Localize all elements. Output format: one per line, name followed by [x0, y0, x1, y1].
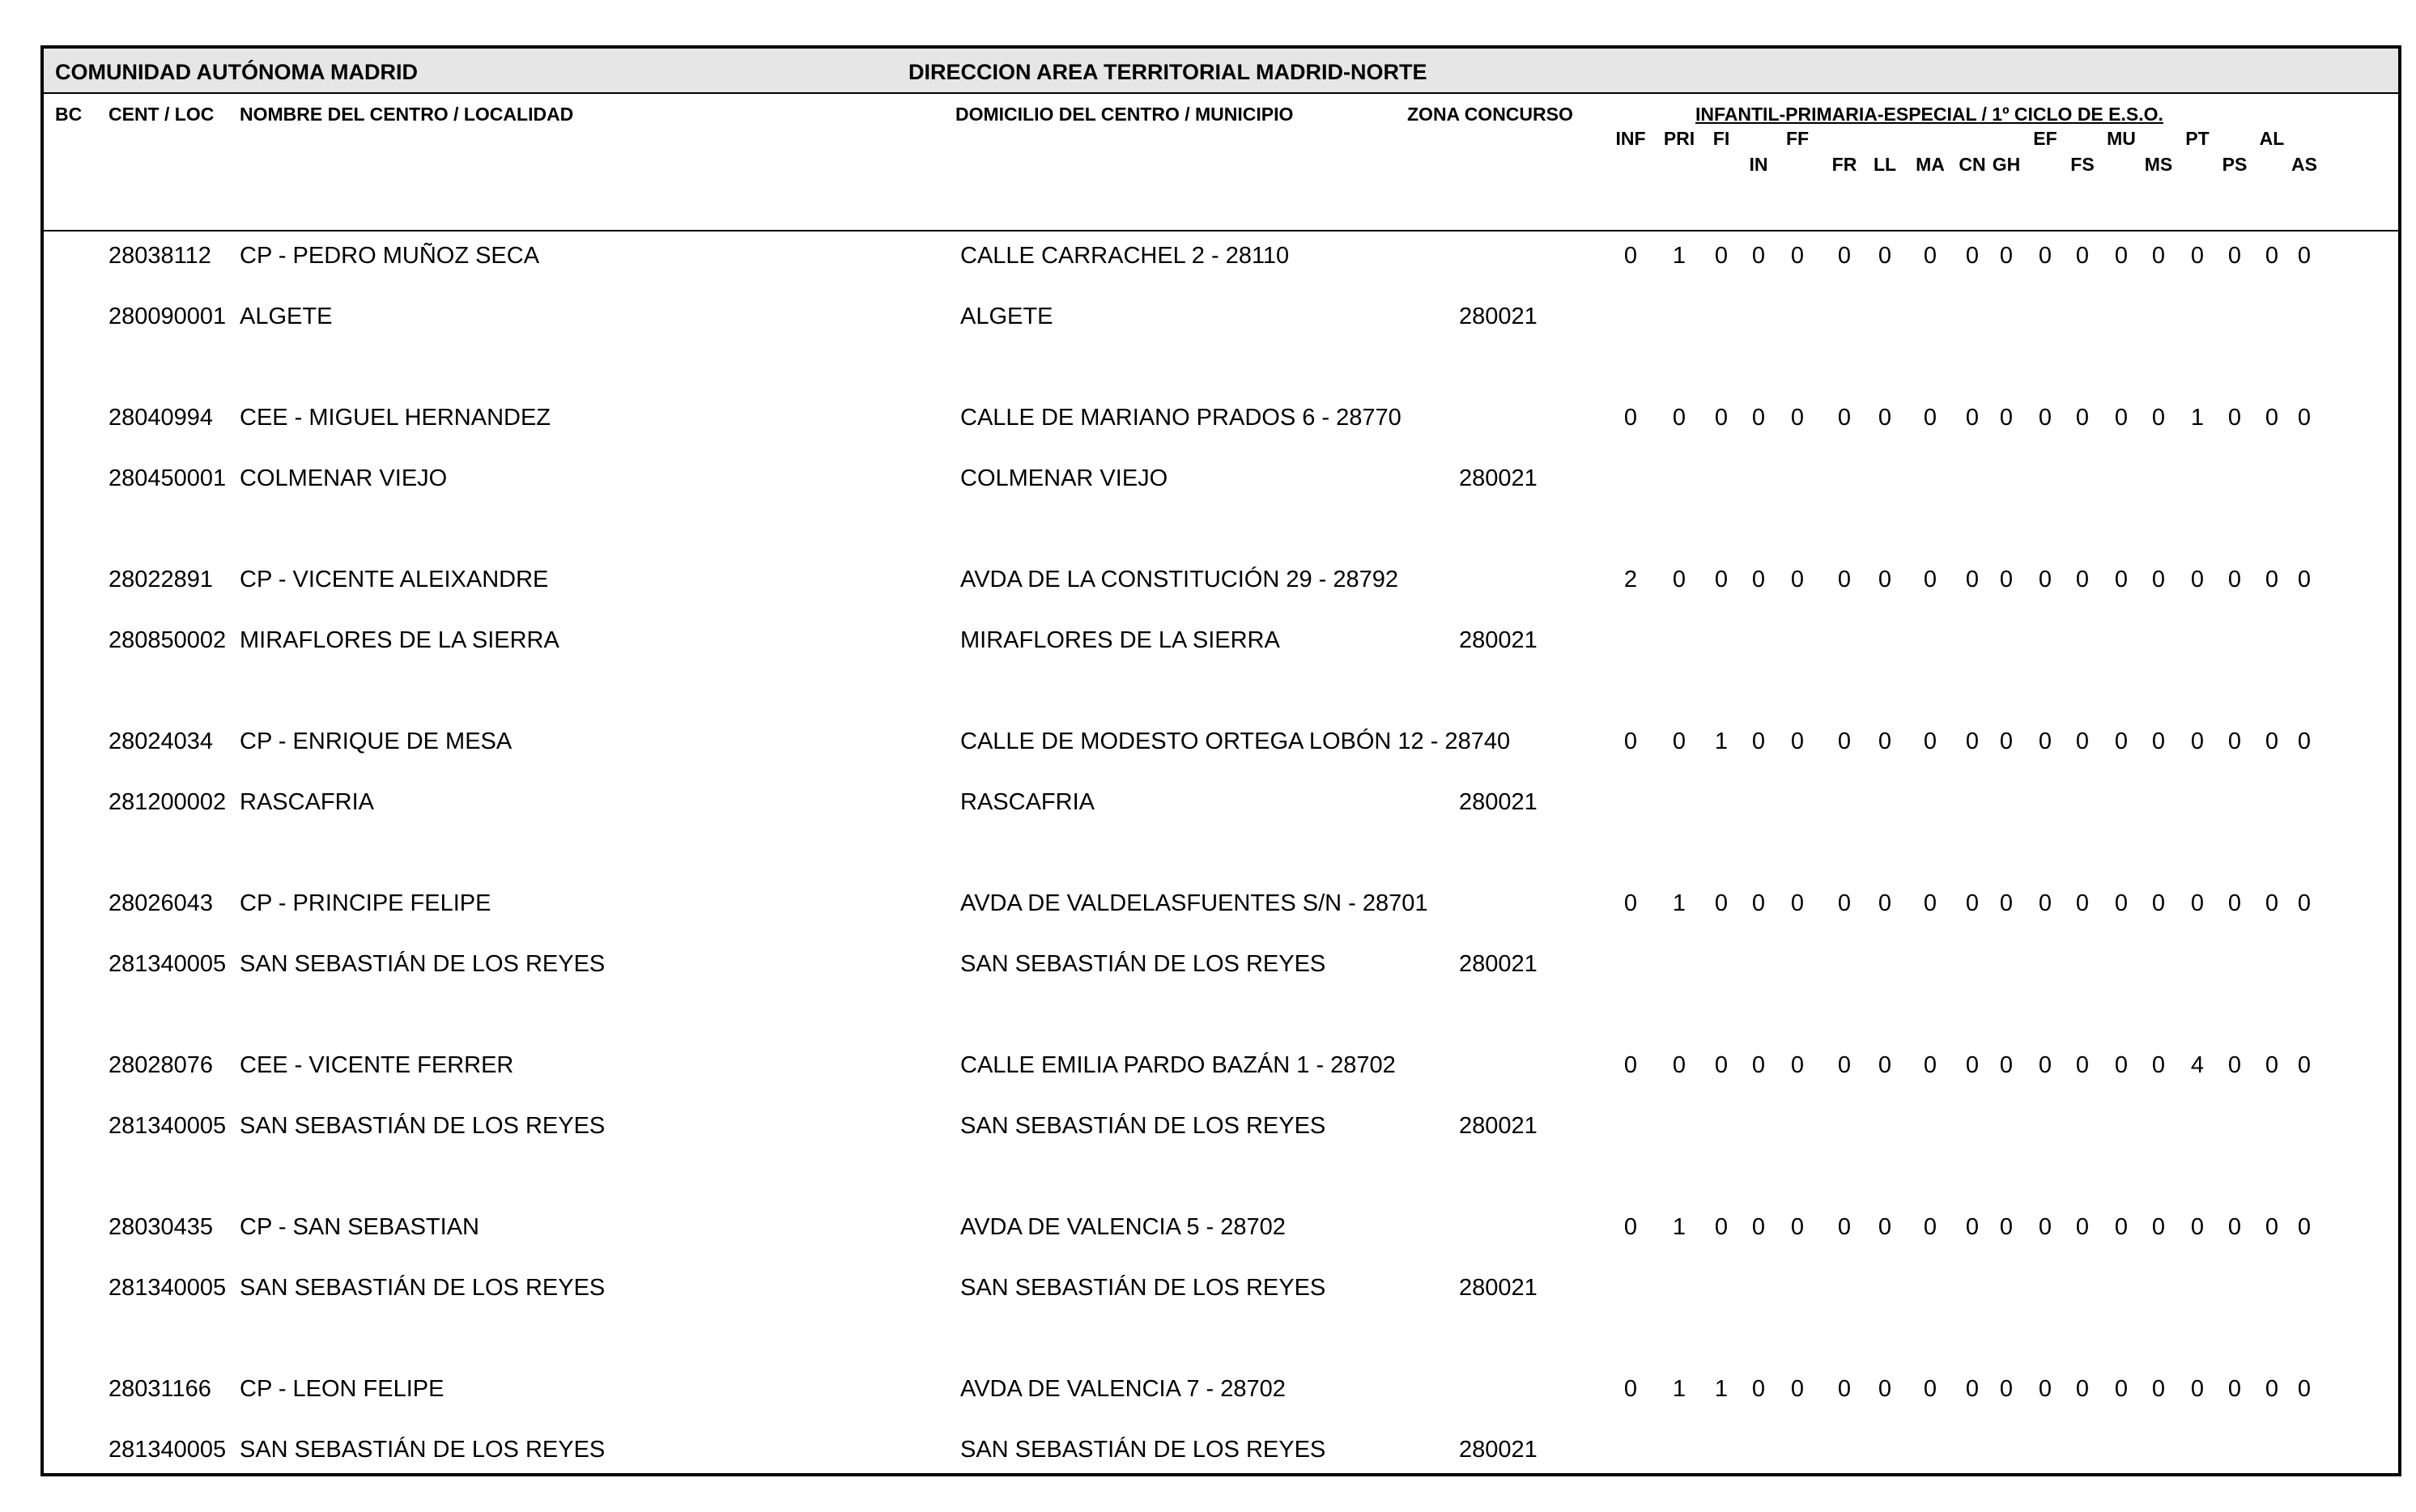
- centre-address: CALLE EMILIA PARDO BAZÁN 1 - 28702: [960, 1052, 1396, 1078]
- specialty-value: 1: [1672, 1376, 1687, 1402]
- specialty-value: 0: [1623, 1214, 1638, 1240]
- centre-code: 28024034: [108, 728, 214, 754]
- specialty-value: 0: [2297, 890, 2312, 916]
- specialty-value: 1: [1714, 1376, 1729, 1402]
- report-header: [44, 49, 2398, 94]
- centre-code: 28026043: [108, 890, 214, 916]
- specialty-value: 1: [1672, 243, 1687, 269]
- specialty-value: 0: [1999, 1376, 2014, 1402]
- specialty-value: 0: [1672, 405, 1687, 431]
- specialty-value: 0: [1790, 1376, 1805, 1402]
- specialty-value: 0: [2151, 567, 2166, 592]
- specialty-value: 0: [1623, 1376, 1638, 1402]
- col-pri: PRI: [1663, 128, 1695, 149]
- specialty-value: 0: [1999, 1214, 2014, 1240]
- specialty-value: 0: [2265, 1052, 2279, 1078]
- centre-name: CP - LEON FELIPE: [240, 1376, 444, 1402]
- specialty-value: 0: [2075, 567, 2090, 592]
- locality-name: COLMENAR VIEJO: [240, 465, 448, 491]
- specialty-value: 0: [2114, 243, 2129, 269]
- specialty-value: 0: [1790, 728, 1805, 754]
- specialty-value: 0: [2038, 728, 2052, 754]
- specialty-value: 0: [1965, 405, 1980, 431]
- col-ll: LL: [1873, 154, 1897, 175]
- specialty-value: 0: [1837, 1214, 1852, 1240]
- specialty-value: 0: [2151, 405, 2166, 431]
- specialty-value: 0: [1837, 405, 1852, 431]
- specialty-value: 0: [1837, 567, 1852, 592]
- specialty-value: 0: [2151, 728, 2166, 754]
- specialty-value: 0: [2190, 243, 2205, 269]
- column-headers: [44, 94, 2398, 231]
- specialty-value: 0: [1751, 1214, 1766, 1240]
- col-domicilio: DOMICILIO DEL CENTRO / MUNICIPIO: [955, 104, 1294, 125]
- specialty-value: 0: [1623, 405, 1638, 431]
- specialty-value: 0: [2190, 1214, 2205, 1240]
- specialty-value: 0: [2038, 567, 2052, 592]
- centre-name: CP - PRINCIPE FELIPE: [240, 890, 491, 916]
- specialty-value: 0: [1672, 728, 1687, 754]
- col-cn: CN: [1959, 154, 1986, 175]
- specialty-value: 0: [1837, 1052, 1852, 1078]
- specialty-value: 0: [1751, 243, 1766, 269]
- centre-code: 28028076: [108, 1052, 214, 1078]
- centre-address: AVDA DE VALENCIA 7 - 28702: [960, 1376, 1286, 1402]
- specialty-value: 0: [1923, 1376, 1937, 1402]
- specialty-value: 0: [2075, 405, 2090, 431]
- specialty-value: 0: [2297, 567, 2312, 592]
- specialty-value: 0: [1878, 405, 1892, 431]
- zona-concurso: 280021: [1459, 465, 1538, 491]
- specialty-value: 0: [2227, 890, 2242, 916]
- specialty-value: 0: [1878, 1214, 1892, 1240]
- specialty-value: 0: [1790, 1052, 1805, 1078]
- specialty-value: 0: [2227, 728, 2242, 754]
- specialty-value: 0: [1923, 890, 1937, 916]
- specialty-value: 0: [1999, 567, 2014, 592]
- col-gh: GH: [1992, 154, 2021, 175]
- centre-address: AVDA DE VALENCIA 5 - 28702: [960, 1214, 1286, 1240]
- col-ff: FF: [1785, 128, 1810, 149]
- locality-name: SAN SEBASTIÁN DE LOS REYES: [240, 1437, 606, 1463]
- specialty-value: 0: [1965, 243, 1980, 269]
- centre-name: CEE - VICENTE FERRER: [240, 1052, 514, 1078]
- specialty-value: 0: [1790, 243, 1805, 269]
- specialty-value: 0: [2038, 1214, 2052, 1240]
- specialty-value: 0: [1751, 405, 1766, 431]
- specialty-value: 0: [1965, 567, 1980, 592]
- specialty-value: 0: [2114, 567, 2129, 592]
- centre-code: 28038112: [108, 243, 211, 269]
- specialty-value: 0: [2038, 1052, 2052, 1078]
- specialty-value: 0: [2151, 1376, 2166, 1402]
- centre-name: CP - ENRIQUE DE MESA: [240, 728, 513, 754]
- specialty-value: 0: [2227, 567, 2242, 592]
- specialty-value: 0: [2151, 1214, 2166, 1240]
- specialty-value: 0: [2151, 1052, 2166, 1078]
- specialty-value: 4: [2190, 1052, 2205, 1078]
- specialty-value: 0: [1923, 405, 1937, 431]
- municipality: MIRAFLORES DE LA SIERRA: [960, 627, 1280, 653]
- specialty-value: 0: [2151, 243, 2166, 269]
- locality-name: RASCAFRIA: [240, 789, 374, 815]
- specialty-value: 0: [2265, 567, 2279, 592]
- specialty-value: 0: [1878, 728, 1892, 754]
- specialty-value: 0: [1714, 1052, 1729, 1078]
- locality-code: 280450001: [108, 465, 227, 491]
- specialty-value: 0: [1751, 1376, 1766, 1402]
- specialty-value: 0: [2297, 1376, 2312, 1402]
- specialty-value: 0: [1623, 728, 1638, 754]
- specialty-value: 0: [1965, 1052, 1980, 1078]
- zona-concurso: 280021: [1459, 304, 1538, 329]
- locality-code: 281340005: [108, 1113, 227, 1139]
- col-zona: ZONA CONCURSO: [1407, 104, 1573, 125]
- centre-name: CP - PEDRO MUÑOZ SECA: [240, 243, 540, 269]
- centre-name: CP - VICENTE ALEIXANDRE: [240, 567, 549, 592]
- specialty-value: 0: [1790, 405, 1805, 431]
- specialty-value: 0: [1999, 890, 2014, 916]
- specialty-value: 0: [1923, 567, 1937, 592]
- specialty-value: 0: [2297, 1052, 2312, 1078]
- centre-name: CEE - MIGUEL HERNANDEZ: [240, 405, 551, 431]
- specialty-value: 0: [1965, 1214, 1980, 1240]
- zona-concurso: 280021: [1459, 789, 1538, 815]
- zona-concurso: 280021: [1459, 627, 1538, 653]
- specialty-value: 2: [1623, 567, 1638, 592]
- specialty-value: 1: [1714, 728, 1729, 754]
- specialty-value: 0: [2227, 1052, 2242, 1078]
- specialty-value: 0: [2075, 1052, 2090, 1078]
- specialty-value: 0: [1923, 1214, 1937, 1240]
- col-nombre: NOMBRE DEL CENTRO / LOCALIDAD: [240, 104, 574, 125]
- specialty-value: 0: [2114, 405, 2129, 431]
- specialty-value: 0: [1837, 243, 1852, 269]
- community-title: COMUNIDAD AUTÓNOMA MADRID: [55, 60, 418, 84]
- municipality: COLMENAR VIEJO: [960, 465, 1168, 491]
- specialty-value: 0: [2114, 1052, 2129, 1078]
- specialty-value: 0: [1878, 567, 1892, 592]
- specialty-value: 0: [2297, 405, 2312, 431]
- col-as: AS: [2291, 154, 2317, 175]
- municipality: SAN SEBASTIÁN DE LOS REYES: [960, 1113, 1326, 1139]
- specialty-value: 0: [1714, 405, 1729, 431]
- locality-name: MIRAFLORES DE LA SIERRA: [240, 627, 559, 653]
- specialty-value: 0: [2114, 728, 2129, 754]
- locality-name: ALGETE: [240, 304, 333, 329]
- locality-name: SAN SEBASTIÁN DE LOS REYES: [240, 951, 606, 977]
- centre-code: 28031166: [108, 1376, 211, 1402]
- specialty-value: 0: [1751, 728, 1766, 754]
- locality-name: SAN SEBASTIÁN DE LOS REYES: [240, 1275, 606, 1301]
- specialty-value: 0: [2114, 1376, 2129, 1402]
- specialty-value: 0: [2190, 890, 2205, 916]
- zona-concurso: 280021: [1459, 1275, 1538, 1301]
- specialty-value: 0: [1751, 890, 1766, 916]
- direction-title: DIRECCION AREA TERRITORIAL MADRID-NORTE: [908, 60, 1427, 84]
- locality-code: 280090001: [108, 304, 227, 329]
- col-ef: EF: [2033, 128, 2057, 149]
- centre-address: CALLE CARRACHEL 2 - 28110: [960, 243, 1290, 269]
- specialty-value: 0: [1923, 1052, 1937, 1078]
- specialty-value: 0: [2265, 405, 2279, 431]
- centre-code: 28022891: [108, 567, 214, 592]
- specialty-value: 0: [2190, 728, 2205, 754]
- municipality: ALGETE: [960, 304, 1053, 329]
- specialty-value: 1: [1672, 890, 1687, 916]
- col-fr: FR: [1831, 154, 1857, 175]
- specialty-value: 0: [1672, 1052, 1687, 1078]
- specialty-value: 0: [2038, 1376, 2052, 1402]
- specialty-value: 0: [1790, 890, 1805, 916]
- specialty-value: 0: [1837, 728, 1852, 754]
- specialty-value: 0: [1965, 890, 1980, 916]
- centre-address: AVDA DE LA CONSTITUCIÓN 29 - 28792: [960, 567, 1398, 592]
- specialty-value: 0: [1965, 728, 1980, 754]
- specialty-value: 0: [1837, 1376, 1852, 1402]
- report-frame: [40, 45, 2401, 1476]
- municipality: RASCAFRIA: [960, 789, 1095, 815]
- specialty-value: 0: [2227, 405, 2242, 431]
- locality-code: 281200002: [108, 789, 227, 815]
- specialty-value: 0: [2038, 405, 2052, 431]
- specialty-value: 0: [1923, 243, 1937, 269]
- col-group-title: INFANTIL-PRIMARIA-ESPECIAL / 1º CICLO DE E.S.O.: [1695, 104, 2163, 125]
- specialty-value: 0: [2265, 890, 2279, 916]
- zona-concurso: 280021: [1459, 1437, 1538, 1463]
- zona-concurso: 280021: [1459, 951, 1538, 977]
- specialty-value: 0: [1623, 1052, 1638, 1078]
- specialty-value: 0: [1751, 567, 1766, 592]
- col-al: AL: [2259, 128, 2285, 149]
- specialty-value: 0: [1878, 243, 1892, 269]
- specialty-value: 0: [1878, 890, 1892, 916]
- specialty-value: 0: [1999, 243, 2014, 269]
- specialty-value: 0: [2075, 1376, 2090, 1402]
- specialty-value: 0: [2038, 890, 2052, 916]
- specialty-value: 0: [1714, 567, 1729, 592]
- col-pt: PT: [2185, 128, 2210, 149]
- specialty-value: 0: [1837, 890, 1852, 916]
- specialty-value: 0: [1714, 1214, 1729, 1240]
- col-inf: INF: [1615, 128, 1646, 149]
- centre-address: CALLE DE MODESTO ORTEGA LOBÓN 12 - 28740: [960, 728, 1511, 754]
- col-bc: BC: [55, 104, 83, 125]
- specialty-value: 0: [1623, 243, 1638, 269]
- specialty-value: 0: [2265, 1376, 2279, 1402]
- specialty-value: 0: [2114, 1214, 2129, 1240]
- specialty-value: 0: [2190, 567, 2205, 592]
- specialty-value: 0: [2297, 1214, 2312, 1240]
- specialty-value: 0: [2265, 1214, 2279, 1240]
- specialty-value: 0: [2114, 890, 2129, 916]
- specialty-value: 0: [2227, 243, 2242, 269]
- specialty-value: 0: [1999, 728, 2014, 754]
- col-ma: MA: [1916, 154, 1945, 175]
- specialty-value: 0: [1790, 567, 1805, 592]
- specialty-value: 0: [2038, 243, 2052, 269]
- specialty-value: 0: [2075, 1214, 2090, 1240]
- specialty-value: 0: [1878, 1052, 1892, 1078]
- municipality: SAN SEBASTIÁN DE LOS REYES: [960, 951, 1326, 977]
- specialty-value: 0: [2190, 1376, 2205, 1402]
- specialty-value: 0: [1923, 728, 1937, 754]
- specialty-value: 0: [1878, 1376, 1892, 1402]
- specialty-value: 0: [1751, 1052, 1766, 1078]
- specialty-value: 0: [2075, 890, 2090, 916]
- col-mu: MU: [2107, 128, 2136, 149]
- zona-concurso: 280021: [1459, 1113, 1538, 1139]
- specialty-value: 0: [2265, 728, 2279, 754]
- specialty-value: 0: [1714, 890, 1729, 916]
- col-cent-loc: CENT / LOC: [108, 104, 215, 125]
- specialty-value: 0: [1999, 405, 2014, 431]
- col-fi: FI: [1712, 128, 1730, 149]
- municipality: SAN SEBASTIÁN DE LOS REYES: [960, 1275, 1326, 1301]
- centre-address: CALLE DE MARIANO PRADOS 6 - 28770: [960, 405, 1402, 431]
- centre-code: 28030435: [108, 1214, 214, 1240]
- locality-code: 281340005: [108, 951, 227, 977]
- specialty-value: 0: [2297, 243, 2312, 269]
- specialty-value: 0: [1965, 1376, 1980, 1402]
- col-fs: FS: [2070, 154, 2095, 175]
- municipality: SAN SEBASTIÁN DE LOS REYES: [960, 1437, 1326, 1463]
- locality-code: 280850002: [108, 627, 227, 653]
- specialty-value: 0: [2151, 890, 2166, 916]
- specialty-value: 1: [2190, 405, 2205, 431]
- specialty-value: 1: [1672, 1214, 1687, 1240]
- specialty-value: 0: [2265, 243, 2279, 269]
- specialty-value: 0: [2227, 1214, 2242, 1240]
- col-in: IN: [1749, 154, 1768, 175]
- specialty-value: 0: [1672, 567, 1687, 592]
- col-ms: MS: [2144, 154, 2173, 175]
- locality-name: SAN SEBASTIÁN DE LOS REYES: [240, 1113, 606, 1139]
- specialty-value: 0: [1714, 243, 1729, 269]
- centre-code: 28040994: [108, 405, 214, 431]
- specialty-value: 0: [2297, 728, 2312, 754]
- col-ps: PS: [2222, 154, 2248, 175]
- specialty-value: 0: [2075, 243, 2090, 269]
- specialty-value: 0: [2075, 728, 2090, 754]
- specialty-value: 0: [1623, 890, 1638, 916]
- specialty-value: 0: [2227, 1376, 2242, 1402]
- specialty-value: 0: [1999, 1052, 2014, 1078]
- locality-code: 281340005: [108, 1437, 227, 1463]
- centre-address: AVDA DE VALDELASFUENTES S/N - 28701: [960, 890, 1428, 916]
- specialty-value: 0: [1790, 1214, 1805, 1240]
- locality-code: 281340005: [108, 1275, 227, 1301]
- centre-name: CP - SAN SEBASTIAN: [240, 1214, 479, 1240]
